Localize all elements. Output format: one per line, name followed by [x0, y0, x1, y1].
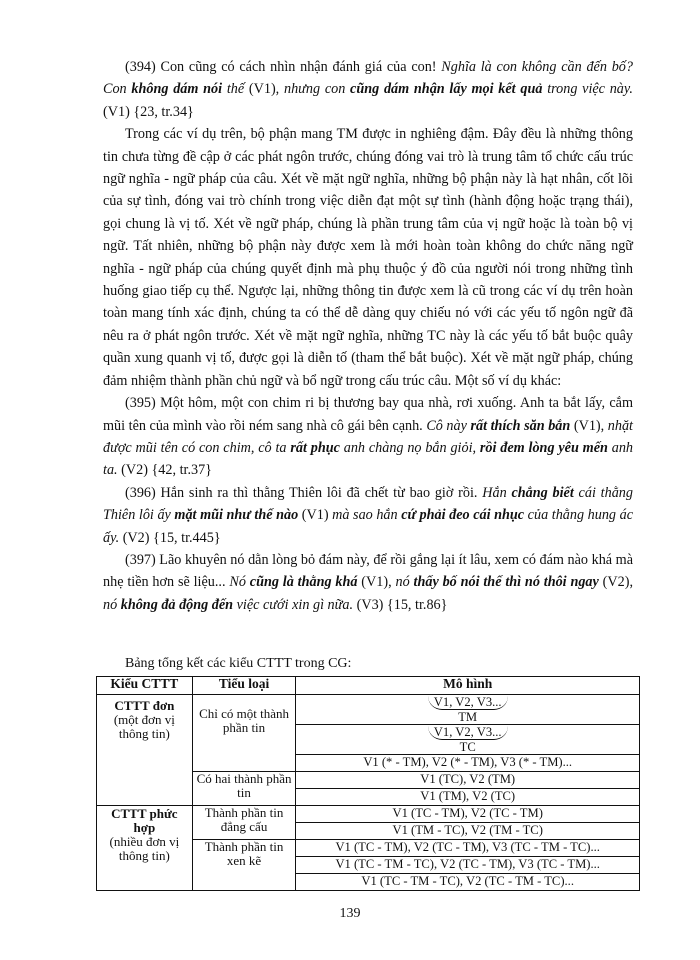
model-cell: V1 (TC - TM), V2 (TC - TM), V3 (TC - TM - TC)... [296, 840, 640, 857]
text-segment: Nghĩa là con không cần đến bố? Con [103, 59, 633, 98]
text-segment: (V1), [570, 417, 608, 434]
text-segment: Cô này [426, 417, 471, 434]
text-segment: anh chàng nọ bắn giỏi, [339, 439, 480, 456]
text-segment: (V2), [598, 574, 633, 591]
text-segment: nó [395, 574, 414, 591]
text-segment: (V2) {42, tr.37} [117, 462, 212, 479]
text-segment: rồi đem lòng yêu mến [479, 439, 608, 456]
text-segment: cũng là thằng khá [249, 574, 358, 591]
model-cell: V1 (TM - TC), V2 (TM - TC) [296, 823, 640, 840]
model-brace-tm-top: V1, V2, V3... [428, 696, 508, 710]
paragraph-395 [103, 392, 633, 482]
text-segment: cứ phải đeo cái nhục [401, 507, 525, 524]
paragraph-394 [103, 56, 633, 123]
text-segment: rất phục [290, 439, 340, 456]
subtype-interleaved: Thành phần tin xen kẽ [192, 840, 296, 891]
text-segment: việc cưới xin gì nữa. [233, 596, 354, 613]
text-segment: thấy bố nói thế thì nó thôi ngay [413, 574, 599, 591]
text-segment: (V2) {15, tr.445} [119, 529, 221, 546]
text-segment: nó [103, 596, 121, 613]
text-segment: Nó [229, 574, 250, 591]
group-simple [97, 695, 193, 806]
model-brace-tm-bottom: TM [458, 710, 478, 724]
text-segment: nhặt được mũi tên có con chim, cô ta [103, 417, 633, 456]
subtype-one-component: Chỉ có một thành phần tin [192, 695, 296, 772]
body-text [103, 56, 633, 616]
table-header-row [97, 677, 640, 695]
text-segment: thế [222, 81, 245, 98]
paragraph-396 [103, 482, 633, 549]
paragraph-397 [103, 549, 633, 616]
header-subtype: Tiểu loại [192, 677, 296, 695]
model-cell: V1 (* - TM), V2 (* - TM), V3 (* - TM)... [296, 755, 640, 772]
text-segment: (396) Hắn sinh ra thì thằng Thiên lôi đã chết từ bao giờ rồi. [125, 484, 483, 501]
summary-table [96, 676, 640, 891]
text-segment: của thằng hung ác ấy. [103, 507, 633, 546]
paragraph-analysis [103, 123, 633, 392]
subtype-two-components: Có hai thành phần tin [192, 772, 296, 806]
text-segment: (V1) [298, 507, 333, 524]
header-type: Kiểu CTTT [97, 677, 193, 695]
model-cell: V1 (TC - TM - TC), V2 (TC - TM - TC)... [296, 874, 640, 891]
text-segment: (V1), [357, 574, 396, 591]
group-complex [97, 806, 193, 891]
text-segment: chẳng biết [511, 484, 574, 501]
table-row [97, 695, 640, 725]
text-segment: cái thằng Thiên lôi ấy [103, 484, 633, 524]
text-segment: nhưng con [283, 81, 351, 98]
text-segment: (V1), [244, 81, 284, 98]
group-complex-title: CTTT phức hợp [111, 806, 178, 835]
text-segment: (395) Một hôm, một con chim ri bị thương bay qua nhà, rơi xuống. Anh ta bắt lấy, cắm mũi tên của mình vào rồi ném sang nhà cô gái bên cạnh. [103, 395, 633, 434]
text-segment: (V3) {15, tr.86} [353, 596, 448, 613]
text-segment: không dám nói [131, 81, 223, 98]
model-cell: V1 (TC - TM - TC), V2 (TC - TM), V3 (TC - TM)... [296, 857, 640, 874]
text-segment: cũng dám nhận lấy mọi kết quả [350, 81, 543, 98]
text-segment: Trong các ví dụ trên, bộ phận mang TM được in nghiêng đậm. Đây đều là những thông tin chưa từng đề cập ở các phát ngôn trước, chúng đóng vai trò là trung tâm tổ chức cấu trúc ngữ nghĩa - ngữ pháp của câu. Xét về mặt ngữ nghĩa, những bộ phận này là hạt nhân, cốt lõi của sự tình, đóng vai trò chính trong việc diễn đạt một sự tình (hành động hoặc trạng thái), gọi chung là vị tố. Xét về ngữ pháp, chúng là phần trung tâm của vị ngữ hoặc là toàn bộ vị ngữ. Tất nhiên, những bộ phận này được xem là mới hoàn toàn không do chức năng ngữ nghĩa - ngữ pháp của chúng quyết định mà phụ thuộc ý đồ của người nói trong những tình huống giao tiếp cụ thể. Ngược lại, những thông tin được xem là cũ trong các ví dụ trên hoàn toàn mang tính xác định, chúng ta có thể dễ dàng quy chiếu nó với các yếu tố ngôn ngữ đã nêu ra ở phát ngôn trước. Xét về mặt ngữ nghĩa, những TC này là các yếu tố bắt buộc quây quần xung quanh vị tố, được gọi là diễn tố (tham thể bắt buộc). Xét về mặt ngữ pháp, chúng đảm nhiệm thành phần chủ ngữ và bổ ngữ trong cấu trúc câu. Một số ví dụ khác: [103, 126, 633, 389]
text-segment: rất thích săn bắn [470, 417, 571, 434]
model-cell: V1 (TC), V2 (TM) [296, 772, 640, 789]
text-segment: mặt mũi như thế nào [174, 507, 299, 524]
text-segment: (397) Lão khuyên nó dằn lòng bỏ đám này, để rồi gắng lại ít lâu, xem có đám nào khá mà nhẹ tiền hơn sẽ liệu... [103, 551, 633, 591]
text-segment: (394) Con cũng có cách nhìn nhận đánh giá của con! [125, 59, 442, 75]
text-segment: không đả động đến [120, 596, 234, 613]
text-segment: trong việc này. [542, 81, 633, 98]
header-model: Mô hình [296, 677, 640, 695]
subtype-isomorphic: Thành phần tin đẳng cấu [192, 806, 296, 840]
text-segment: anh ta. [103, 439, 634, 479]
table-intro: Bảng tổng kết các kiểu CTTT trong CG: [125, 656, 352, 671]
model-brace-tm [296, 695, 640, 725]
group-complex-subtitle: (nhiều đơn vị thông tin) [109, 834, 180, 863]
model-brace-tc-top: V1, V2, V3... [428, 726, 508, 740]
text-segment: mà sao hắn [332, 507, 402, 524]
group-simple-subtitle: (một đơn vị thông tin) [113, 712, 175, 741]
group-simple-title: CTTT đơn [114, 698, 175, 713]
model-cell: V1 (TM), V2 (TC) [296, 789, 640, 806]
text-segment: Hắn [482, 484, 512, 501]
table-row [97, 806, 640, 823]
model-brace-tc [296, 725, 640, 755]
page-number: 139 [339, 906, 361, 921]
text-segment: (V1) {23, tr.34} [103, 103, 194, 120]
model-cell: V1 (TC - TM), V2 (TC - TM) [296, 806, 640, 823]
model-brace-tc-bottom: TC [459, 740, 476, 754]
